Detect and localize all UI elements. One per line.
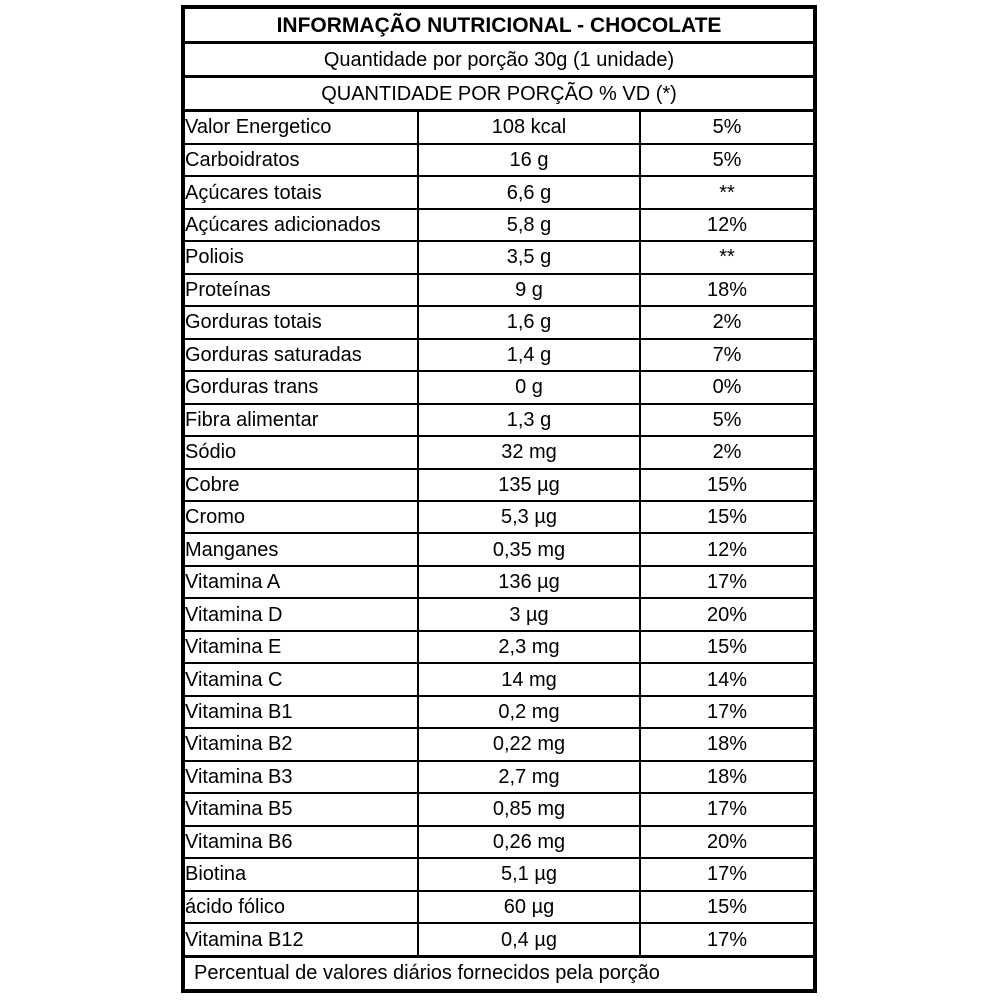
table-row [183,371,815,403]
nutrient-name-cell: Vitamina B6 [183,826,418,858]
nutrient-vd-cell: 17% [640,566,815,598]
nutrient-vd-cell: 5% [640,144,815,176]
nutrient-quantity-cell: 0,4 µg [418,923,640,956]
nutrient-vd-cell: 15% [640,469,815,501]
nutrient-quantity-cell: 2,7 mg [418,761,640,793]
nutrient-name-cell: Vitamina C [183,663,418,695]
nutrient-vd-cell: 2% [640,436,815,468]
table-row [183,209,815,241]
nutrient-name-cell: Gorduras trans [183,371,418,403]
nutrient-name-cell: Gorduras totais [183,306,418,338]
nutrient-name-cell: ácido fólico [183,891,418,923]
nutrient-quantity-cell: 1,6 g [418,306,640,338]
columns-header-row [183,77,815,111]
nutrient-quantity-cell: 135 µg [418,469,640,501]
table-row [183,469,815,501]
table-row [183,144,815,176]
nutrient-vd-cell: 17% [640,858,815,890]
nutrient-name-cell: Cobre [183,469,418,501]
nutrient-name-cell: Fibra alimentar [183,404,418,436]
nutrient-name-cell: Poliois [183,241,418,273]
table-row [183,436,815,468]
table-row [183,793,815,825]
nutrient-name-cell: Vitamina D [183,598,418,630]
nutrient-name-cell: Vitamina E [183,631,418,663]
nutrient-vd-cell: 17% [640,793,815,825]
nutrient-quantity-cell: 108 kcal [418,111,640,144]
serving-size-text: Quantidade por porção 30g (1 unidade) [183,43,815,77]
table-row [183,696,815,728]
nutrient-quantity-cell: 0,22 mg [418,728,640,760]
nutrient-quantity-cell: 9 g [418,274,640,306]
nutrition-rows [183,111,815,957]
nutrient-quantity-cell: 136 µg [418,566,640,598]
nutrient-name-cell: Biotina [183,858,418,890]
nutrient-quantity-cell: 5,1 µg [418,858,640,890]
nutrient-name-cell: Sódio [183,436,418,468]
nutrient-vd-cell: 15% [640,631,815,663]
table-row [183,111,815,144]
table-row [183,761,815,793]
nutrient-quantity-cell: 5,8 g [418,209,640,241]
nutrient-vd-cell: 15% [640,501,815,533]
nutrient-vd-cell: 18% [640,728,815,760]
nutrient-quantity-cell: 2,3 mg [418,631,640,663]
nutrient-name-cell: Gorduras saturadas [183,339,418,371]
nutrient-quantity-cell: 16 g [418,144,640,176]
nutrient-quantity-cell: 3 µg [418,598,640,630]
table-row [183,501,815,533]
nutrient-vd-cell: 7% [640,339,815,371]
nutrient-quantity-cell: 0,35 mg [418,533,640,565]
table-row [183,728,815,760]
nutrient-name-cell: Valor Energetico [183,111,418,144]
table-row [183,598,815,630]
nutrient-vd-cell: 17% [640,923,815,956]
nutrient-name-cell: Vitamina B2 [183,728,418,760]
table-row [183,404,815,436]
table-row [183,663,815,695]
nutrient-vd-cell: 12% [640,533,815,565]
nutrient-vd-cell: 5% [640,111,815,144]
table-footer-text: Percentual de valores diários fornecidos pela porção [183,956,815,991]
table-title: INFORMAÇÃO NUTRICIONAL - CHOCOLATE [183,7,815,43]
nutrient-quantity-cell: 0 g [418,371,640,403]
nutrient-name-cell: Manganes [183,533,418,565]
nutrition-table [181,5,817,993]
nutrient-vd-cell: 18% [640,761,815,793]
nutrient-quantity-cell: 0,85 mg [418,793,640,825]
table-row [183,176,815,208]
nutrient-name-cell: Vitamina A [183,566,418,598]
table-row [183,306,815,338]
table-footer-row [183,956,815,991]
table-row [183,566,815,598]
nutrient-vd-cell: ** [640,176,815,208]
table-title-row [183,7,815,43]
table-row [183,826,815,858]
nutrient-quantity-cell: 14 mg [418,663,640,695]
nutrient-vd-cell: ** [640,241,815,273]
nutrient-vd-cell: 0% [640,371,815,403]
table-row [183,858,815,890]
nutrient-vd-cell: 18% [640,274,815,306]
nutrient-quantity-cell: 32 mg [418,436,640,468]
table-row [183,274,815,306]
table-row [183,891,815,923]
columns-header-text: QUANTIDADE POR PORÇÃO % VD (*) [183,77,815,111]
nutrient-name-cell: Vitamina B5 [183,793,418,825]
nutrient-vd-cell: 20% [640,598,815,630]
nutrient-quantity-cell: 1,3 g [418,404,640,436]
nutrient-vd-cell: 2% [640,306,815,338]
table-row [183,241,815,273]
nutrient-quantity-cell: 0,2 mg [418,696,640,728]
table-row [183,339,815,371]
nutrient-name-cell: Vitamina B1 [183,696,418,728]
table-row [183,923,815,956]
nutrient-quantity-cell: 60 µg [418,891,640,923]
nutrient-name-cell: Vitamina B3 [183,761,418,793]
nutrient-vd-cell: 12% [640,209,815,241]
nutrient-name-cell: Vitamina B12 [183,923,418,956]
nutrient-name-cell: Açúcares totais [183,176,418,208]
nutrient-vd-cell: 5% [640,404,815,436]
nutrient-name-cell: Proteínas [183,274,418,306]
nutrient-quantity-cell: 1,4 g [418,339,640,371]
nutrient-name-cell: Açúcares adicionados [183,209,418,241]
nutrient-quantity-cell: 5,3 µg [418,501,640,533]
nutrient-vd-cell: 17% [640,696,815,728]
nutrient-name-cell: Carboidratos [183,144,418,176]
table-row [183,533,815,565]
nutrient-quantity-cell: 3,5 g [418,241,640,273]
nutrient-vd-cell: 20% [640,826,815,858]
table-row [183,631,815,663]
nutrient-quantity-cell: 0,26 mg [418,826,640,858]
nutrient-quantity-cell: 6,6 g [418,176,640,208]
serving-size-row [183,43,815,77]
nutrient-vd-cell: 14% [640,663,815,695]
nutrient-vd-cell: 15% [640,891,815,923]
nutrient-name-cell: Cromo [183,501,418,533]
